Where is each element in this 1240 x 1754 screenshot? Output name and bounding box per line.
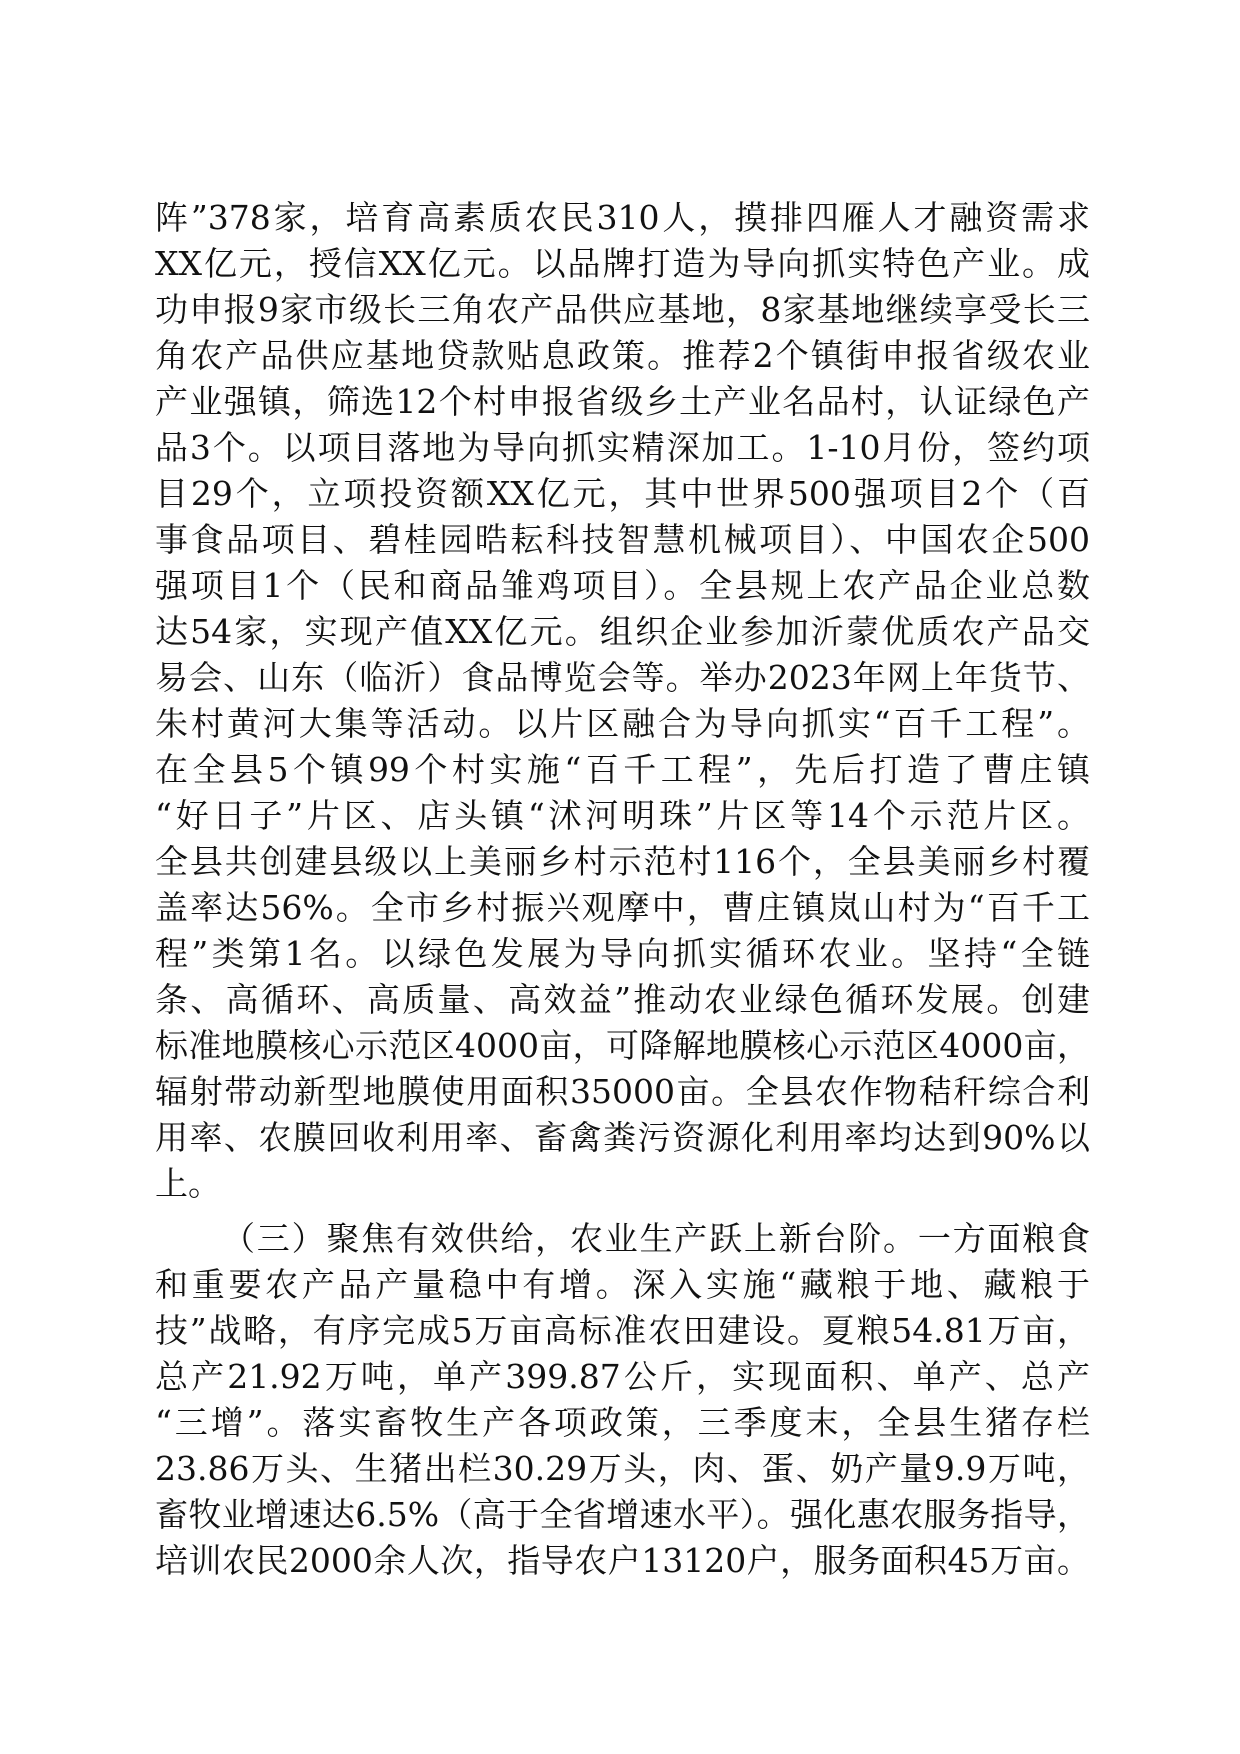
paragraph2-line-1: （三）聚焦有效供给，农业生产跃上新台阶。一方面粮食: [222, 1219, 1090, 1258]
paragraph1-line-19: 标准地膜核心示范区4000亩，可降解地膜核心示范区4000亩，: [155, 1026, 1090, 1065]
paragraph2-line-7: 畜牧业增速达6.5%（高于全省增速水平）。强化惠农服务指导，: [155, 1495, 1090, 1534]
paragraph1-line-20: 辐射带动新型地膜使用面积35000亩。全县农作物秸秆综合利: [155, 1072, 1090, 1111]
paragraph2-line-6: 23.86万头、生猪出栏30.29万头，肉、蛋、奶产量9.9万吨，: [155, 1449, 1090, 1488]
paragraph1-line-15: 全县共创建县级以上美丽乡村示范村116个，全县美丽乡村覆: [155, 842, 1090, 881]
paragraph2-line-5: “三增”。落实畜牧生产各项政策，三季度末，全县生猪存栏: [155, 1403, 1090, 1442]
paragraph1-line-8: 事食品项目、碧桂园晧耘科技智慧机械项目）、中国农企500: [155, 520, 1090, 559]
paragraph1-line-11: 易会、山东（临沂）食品博览会等。举办2023年网上年货节、: [155, 658, 1090, 697]
paragraph1-line-2: XX亿元，授信XX亿元。以品牌打造为导向抓实特色产业。成: [155, 244, 1090, 283]
paragraph1-line-14: “好日子”片区、店头镇“沭河明珠”片区等14个示范片区。: [155, 796, 1090, 835]
paragraph1-line-1: 阵”378家，培育高素质农民310人，摸排四雁人才融资需求: [155, 198, 1090, 237]
paragraph1-line-7: 目29个，立项投资额XX亿元，其中世界500强项目2个（百: [155, 474, 1090, 513]
paragraph1-line-12: 朱村黄河大集等活动。以片区融合为导向抓实“百千工程”。: [155, 704, 1090, 743]
paragraph1-line-18: 条、高循环、高质量、高效益”推动农业绿色循环发展。创建: [155, 980, 1090, 1019]
paragraph2-line-8: 培训农民2000余人次，指导农户13120户，服务面积45万亩。: [155, 1541, 1090, 1580]
paragraph1-line-6: 品3个。以项目落地为导向抓实精深加工。1-10月份，签约项: [155, 428, 1090, 467]
paragraph1-line-9: 强项目1个（民和商品雏鸡项目）。全县规上农产品企业总数: [155, 566, 1090, 605]
paragraph1-line-3: 功申报9家市级长三角农产品供应基地，8家基地继续享受长三: [155, 290, 1090, 329]
paragraph2-line-4: 总产21.92万吨，单产399.87公斤，实现面积、单产、总产: [155, 1357, 1090, 1396]
paragraph1-line-16: 盖率达56%。全市乡村振兴观摩中，曹庄镇岚山村为“百千工: [155, 888, 1090, 927]
paragraph1-line-17: 程”类第1名。以绿色发展为导向抓实循环农业。坚持“全链: [155, 934, 1090, 973]
paragraph1-line-5: 产业强镇，筛选12个村申报省级乡土产业名品村，认证绿色产: [155, 382, 1090, 421]
paragraph1-line-10: 达54家，实现产值XX亿元。组织企业参加沂蒙优质农产品交: [155, 612, 1090, 651]
paragraph2-line-2: 和重要农产品产量稳中有增。深入实施“藏粮于地、藏粮于: [155, 1265, 1090, 1304]
paragraph1-line-22: 上。: [155, 1164, 221, 1203]
paragraph1-line-4: 角农产品供应基地贷款贴息政策。推荐2个镇街申报省级农业: [155, 336, 1090, 375]
paragraph1-line-21: 用率、农膜回收利用率、畜禽粪污资源化利用率均达到90%以: [155, 1118, 1090, 1157]
paragraph1-line-13: 在全县5个镇99个村实施“百千工程”，先后打造了曹庄镇: [155, 750, 1090, 789]
paragraph2-line-3: 技”战略，有序完成5万亩高标准农田建设。夏粮54.81万亩，: [155, 1311, 1090, 1350]
